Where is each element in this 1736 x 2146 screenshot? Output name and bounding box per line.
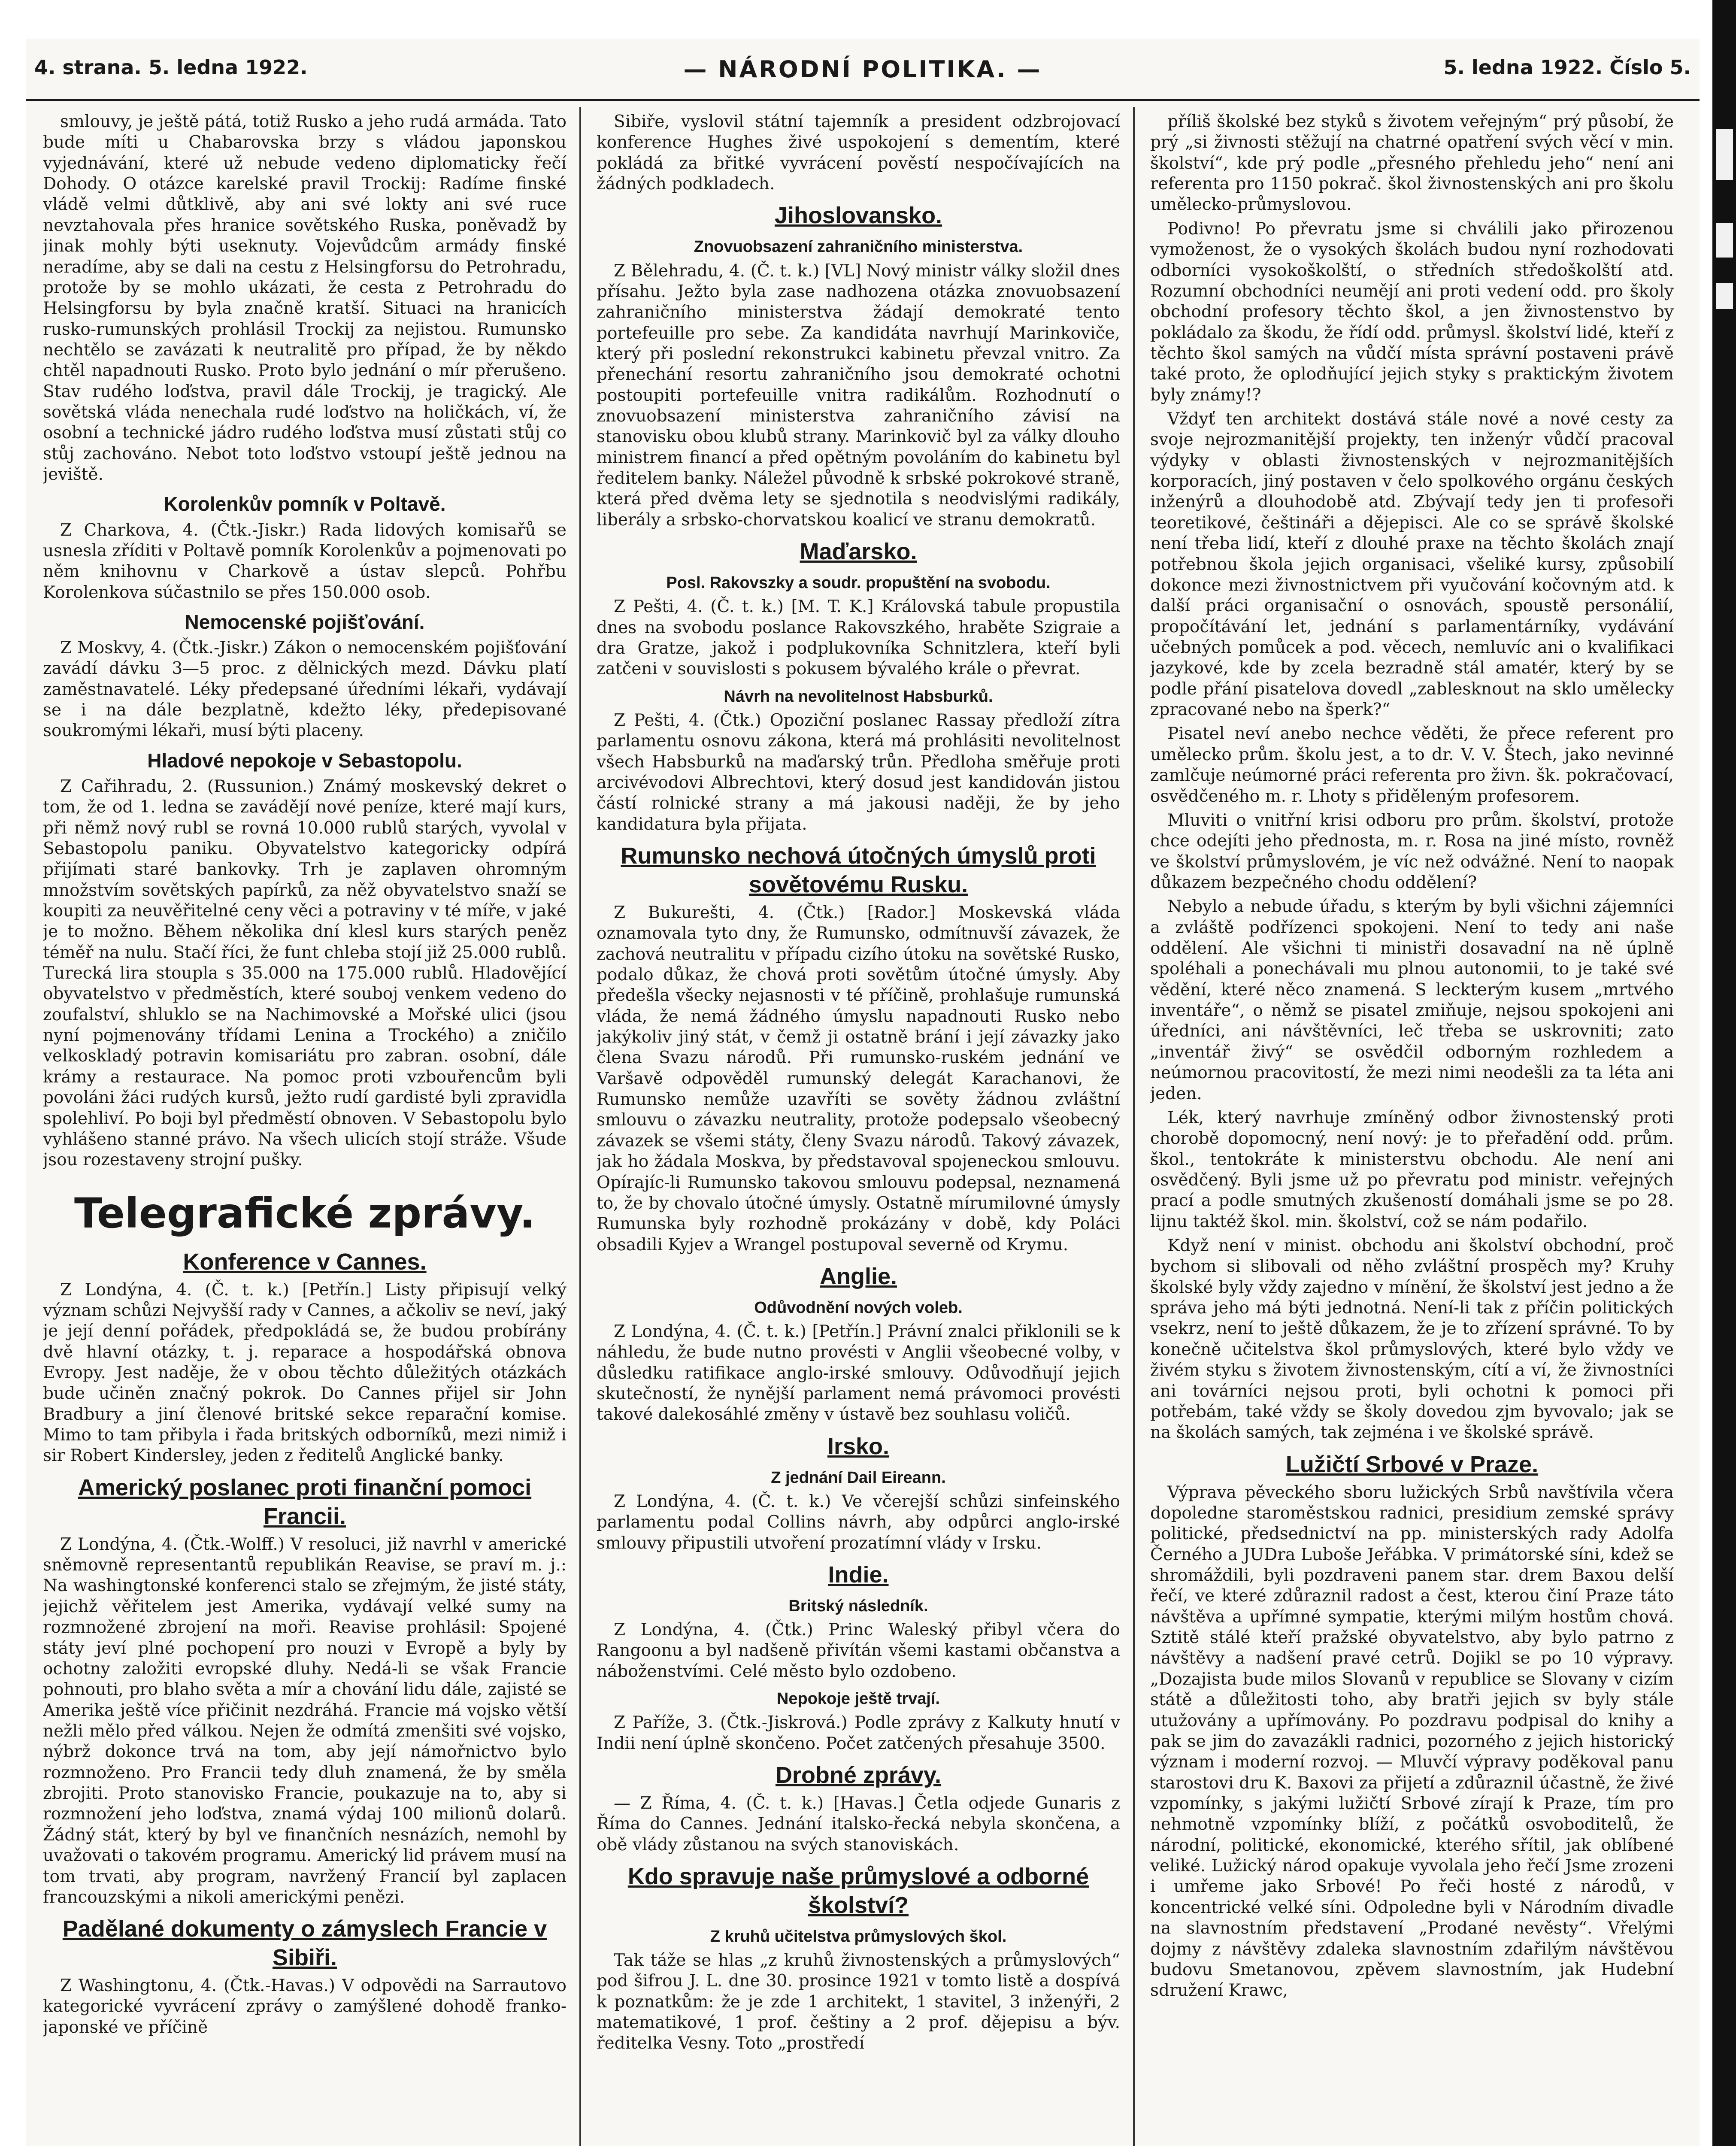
- article-text: Vždyť ten architekt dostává stále nové a nové cesty za svoje nejrozmanitější projekty, ten inženýr vůdčí pracoval výdyky v oblasti živnostenských v nejrozmanitějších korporacích, jiný postaven v čelo spolkového orgánu českých inženýrů a dlouhodobě atd. Zbývají tedy jen ti profesoři teoretikové, češtináři a dějepisci. Ale co se správě školské není třeba lidí, kteří z dlouhé praxe na těchto školách znají potřebnou škola jejich organisaci, všeliké kursy, způsobilí dokonce mezi živnostnictvem při vyučování kočovným atd. k další práci organisační o osnovách, spoustě personálií, propočítávání let, jednání s parlamentárníky, vydávání učebných pomůcek a pod. věcech, nemluvíc ani o kvalifikaci jazykové, kde by zcela bezradně stál amatér, který by se podle přání pisatelova dovedl „zablesknout na sklo umělecky zpracované nebo na šperk?“: [1150, 409, 1674, 720]
- article-text: Z Washingtonu, 4. (Čtk.-Havas.) V odpovědi na Sarrautovo kategorické vyvrácení zprávy o zamýšlené dohodě franko-japonské ve příčině: [43, 1976, 567, 2037]
- article-text: Lék, který navrhuje zmíněný odbor živnostenský proti chorobě dopomocný, není nový: je to přeřadění odd. prům. škol., tentokráte k ministerstvu obchodu. Ale není ani osvědčený. Byli jsme už po převratu pod ministr. veřejných prací a podle smutných zkušeností domáhali jsme se po 28. lijnu taktéž škol. min. školství, což se nám podařilo.: [1150, 1108, 1674, 1231]
- scan-edge-mark: [1716, 283, 1733, 309]
- newspaper-page: [26, 39, 1700, 2146]
- article-heading: Kdo spravuje naše průmyslové a odborné školství?: [627, 1863, 1089, 1918]
- article-heading: Americký poslanec proti finanční pomoci Francii.: [78, 1474, 532, 1529]
- article-heading: Jihoslovansko.: [774, 203, 942, 229]
- article-text: Tak táže se hlas „z kruhů živnostenských a průmyslových“ pod šifrou J. L. dne 30. prosince 1921 v tomto listě a dospívá k poznatkům: že je zde 1 architekt, 1 stavitel, 3 inženýři, 2 matematikové, 1 prof. češtiny a 2 prof. dějepisu a býv. ředitelka Vesny. Toto „prostředí: [597, 1950, 1120, 2053]
- masthead-title: — NÁRODNÍ POLITIKA. —: [683, 56, 1042, 83]
- article-text: Z Bukurešti, 4. (Čtk.) [Rador.] Moskevská vláda oznamovala tyto dny, že Rumunsko, odmítnuvší závazek, že zachová neutralitu v případu cizího útoku na sovětské Rusko, podalo důkaz, že chová proti sovětům útočné úmysly. Aby předešla všecky nejasnosti v té příčině, prohlašuje rumunská vláda, že nemá žádného úmyslu napadnouti Rusko nebo jakýkoliv jiný stát, v čemž ji ostatně brání i její závazky jako člena Svazu národů. Při rumunsko-ruském jednání ve Varšavě odpověděl rumunský delegát Karachanovi, že Rumunsko nemůže uzavříti se sověty žádnou zvláštní smlouvu o závazku neutrality, protože podepsalo všeobecný závazek se všemi státy, členy Svazu národů. Takový závazek, jak ho žádala Moskva, by představoval spojeneckou smlouvu. Opírajíc-li Rumunsko takovou smlouvu podepsal, neznamená to, že by chovalo útočné úmysly. Ostatně mírumilovné úmysly Rumunska byly rozhodně prokázány v době, kdy Poláci obsadili Kyjev a Wrangel postupoval severně od Krymu.: [597, 903, 1120, 1255]
- article-text: Pisatel neví anebo nechce věděti, že přece referent pro umělecko prům. školu jest, a to dr. V. V. Štech, jako nevinné zamlčuje neúmorné práci referenta pro živn. šk. pokračovací, osvědčeného m. r. Lhoty s přiděleným profesorem.: [1150, 724, 1674, 806]
- column-rule: [1133, 107, 1135, 2146]
- article-text: Z Bělehradu, 4. (Č. t. k.) [VL] Nový ministr války složil dnes přísahu. Ježto byla zase nadhozena otázka znovuobsazení zahraničního ministerstva žádají demokraté tento portefeuille pro sebe. Za kandidáta navrhují Marinkoviče, který při poslední rekonstrukci kabinetu převzal vnitro. Za přenechání resortu zahraničního jsou demokraté ochotni postoupiti portefeuille vnitra radikálům. Rozhodnutí o znovuobsazení ministerstva zahraničního závisí na stanovisku obou klubů strany. Marinkovič byl za války dlouho ministrem financí a před opětným povoláním do kabinetu byl ředitelem banky. Náležel původně k srbské pokrokové straně, která před dvěma lety se sjednotila s neodvislými radikály, liberály a srbsko-chorvatskou koalicí ve stranu demokratů.: [597, 261, 1120, 530]
- article-text: Když není v minist. obchodu ani školství obchodní, proč bychom si slibovali od něho zvláštní prospěch my? Kruhy školské byly vždy zajedno v mínění, že školství jest jedno a že správa jeho má býti jednotná. Není-li tak z příčin politických vsekrz, není to ještě důkazem, že je to zřízení správné. To by konečně učitelstva škol průmyslových, které bylo vždy ve živém styku s životem živnostenským, cítí a ví, že živnostníci ani továrníci nejsou proti, byli ochotni k pomoci při potřebám, také vždy se školy dovedou zjm byvovalo; jak se na školách samých, tak zejména i ve školské správě.: [1150, 1236, 1674, 1443]
- page-header: [26, 39, 1700, 101]
- article-subheading: Návrh na nevolitelnost Habsburků.: [724, 687, 993, 706]
- column-2: [597, 112, 1120, 2146]
- article-text: Z Londýna, 4. (Čtk.) Princ Waleský přibyl včera do Rangoonu a byl nadšeně přivítán všemi kastami občanstva a náboženstvími. Celé město bylo ozdobeno.: [597, 1620, 1120, 1681]
- article-subheading: Nepokoje ještě trvají.: [776, 1690, 940, 1708]
- article-text: smlouvy, je ještě pátá, totiž Rusko a jeho rudá armáda. Tato bude míti u Chabarovska brzy s vládou japonskou vyjednávání, které už nebude vedeno diplomaticky řečí Dohody. O otázce karelské pravil Trockij: Radíme finské vládě velmi důtklivě, aby ani své lokty ani své ruce nevztahovala přes hranice sovětského Ruska, poněvadž by jinak mohly býti useknuty. Vojevůdcům armády finské neradíme, aby se dali na cestu z Helsingforsu do Petrohradu, protože by se mohlo ukázati, že cesta z Petrohradu do Helsingforsu by byla značně kratší. Situaci na hranicích rusko-rumunských prohlásil Trockij za nejistou. Rumunsko nechtělo se zavázati k neutralitě pro případ, že by někdo chtěl napadnouti Rusko. Proto bylo jednání o mír přerušeno. Stav rudého loďstva, pravil dále Trockij, je tragický. Ale sovětská vláda nenechala rudé loďstvo na holičkách, ví, že osobní a technické jádro rudého loďstva musí zůstati stůj co stůj zachováno. Nebot toto loďstvo vstoupí ještě jednou na jeviště.: [43, 112, 567, 485]
- article-subheading: Britský následník.: [788, 1597, 928, 1615]
- header-right: 5. ledna 1922. Číslo 5.: [1443, 56, 1691, 79]
- article-text: Z Londýna, 4. (Č. t. k.) [Petřín.] Právní znalci přiklonili se k náhledu, že bude nutno provésti v Anglii všeobecné volby, v důsledku ratifikace anglo-irské smlouvy. Odůvodňují jejich skutečností, že nynější parlament nemá právomoci provésti takové dalekosáhlé změny v ústavě bez souhlasu voličů.: [597, 1322, 1120, 1425]
- section-title: Telegrafické zprávy.: [74, 1189, 536, 1237]
- article-text: Z Moskvy, 4. (Čtk.-Jiskr.) Zákon o nemocenském pojišťování zavádí dávku 3—5 proc. z dělnických mezd. Dávku platí zaměstnavatelé. Léky předepsané úředními lékaři, vydávají se i na dále bezplatně, kdežto léky, předepisované soukromými lékaři, musí býti placeny.: [43, 638, 567, 741]
- article-heading: Drobné zprávy.: [775, 1762, 942, 1788]
- article-subheading: Z jednání Dail Eireann.: [771, 1468, 946, 1487]
- article-text: Z Londýna, 4. (Č. t. k.) Ve včerejší schůzi sinfeinského parlamentu podal Collins návrh, aby odpůrci anglo-irské smlouvy připustili utvoření prozatímní vlády v Irsku.: [597, 1491, 1120, 1553]
- article-text: příliš školské bez styků s životem veřejným“ prý působí, že prý „si živnosti stěžují na chatrné opatření svých věcí v min. školství“, kde prý podle „přesného přehledu jeho“ není ani referenta pro 1150 pokrač. škol živnostenských ani pro školu umělecko-průmyslovou.: [1150, 112, 1674, 215]
- article-heading: Padělané dokumenty o zámyslech Francie v Sibiři.: [62, 1916, 547, 1971]
- article-text: Z Londýna, 4. (Č. t. k.) [Petřín.] Listy připisují velký význam schůzi Nejvyšší rady v Cannes, a ačkoliv se neví, jaký je její denní pořádek, předpokládá se, že budou probírány dvě hlavní otázky, t. j. reparace a hospodářská obnova Evropy. Jest naděje, že v obou těchto důležitých otázkách bude učiněn značný pokrok. Do Cannes přijel sir John Bradbury a jiní členové britské sekce reparační komise. Mimo to tam přibyla i řada britských odborníků, mezi nimiž i sir Robert Kindersley, jeden z ředitelů Anglické banky.: [43, 1280, 567, 1466]
- article-heading: Korolenkův pomník v Poltavě.: [164, 493, 446, 515]
- article-text: Z Pešti, 4. (Č. t. k.) [M. T. K.] Královská tabule propustila dnes na svobodu poslance Rakovszkého, hraběte Szigraie a dra Gratze, jakož i podplukovníka Schnitzlera, kteří byli zatčeni v souvislosti s pokusem bývalého krále o převrat.: [597, 597, 1120, 679]
- article-heading: Rumunsko nechová útočných úmyslů proti sovětovému Rusku.: [621, 843, 1096, 897]
- article-heading: Anglie.: [819, 1263, 897, 1289]
- column-3: [1150, 112, 1674, 2146]
- article-text: Z Pešti, 4. (Čtk.) Opoziční poslanec Rassay předloží zítra parlamentu osnovu zákona, která má prohlásiti nevolitelnost všech Habsburků na maďarský trůn. Předloha směřuje proti arcivévodovi Albrechtovi, který dosud jest kandidován jistou částí rolnické strany a má jakousi naději, že by jeho kandidatura byla přijata.: [597, 710, 1120, 834]
- article-subheading: Z kruhů učitelstva průmyslových škol.: [710, 1927, 1007, 1946]
- article-heading: Nemocenské pojišťování.: [185, 610, 425, 633]
- header-left: 4. strana. 5. ledna 1922.: [34, 56, 308, 79]
- article-text: Výprava pěveckého sboru lužických Srbů navštívila včera dopoledne staroměstskou radnici, presidium zemské správy politické, předsednictví na pp. ministerských rady Adolfa Černého a JUDra Luboše Jeřábka. V primátorské síni, kdež se shromáždili, byli pozdraveni panem star. drem Baxou delší řečí, ve které zdůraznil radost a čest, kterou činí Praze táto návštěva a upřímné sympatie, kterými milým hostům chová. Sztitě stálé kteří pražské obyvatelstvo, aby bylo patrno z návštěvy a nadšení pravé cetrů. Dojikl se po 10 výpravy. „Dozajista bude milos Slovanů v republice se Slovany v cizím státě a důležitosti toho, aby bratři jejich sv byly stále utužovány a upřímovány. Po pozdravu podpisal do knihy a pak se jim do zavazákli radnici, pozorného z jejich historický význam i moderní rozvoj. — Mluvčí výpravy poděkoval panu starostovi dru K. Baxovi za přijetí a zdůraznil účastně, že živé vzpomínky, s jakými lužičtí Srbové zírají k Praze, tím pro nehmotně vzpomínky blíží, z počátků osvoboditelů, že národní, politické, ekonomické, kterého sřítil, jak oblíbené veliké. Lužický národ opakuje vyvolala jeho řečí Jsme zrozeni i umřeme jako Srbové! Po řeči hosté z národů, v koncentrické velké síni. Odpoledne byli v Národním divadle na slavnostním představení „Prodané nevěsty“. Vřelými dojmy z návštěvy zdaleka slavnostním zdařilým návštěvou budovu Smetanovou, zpěvem slavnostním, jak Hudební sdružení Krawc,: [1150, 1482, 1674, 2001]
- scan-edge-mark: [1716, 129, 1733, 180]
- article-text: Mluviti o vnitřní krisi odboru pro prům. školství, protože chce odejíti jeho přednosta, m. r. Rosa na jiné místo, rovněž ve školství průmyslovém, je víc než odvážné. Není to naopak důkazem bezpečného chodu oddělení?: [1150, 810, 1674, 892]
- scan-edge-mark: [1716, 223, 1733, 258]
- article-heading: Maďarsko.: [800, 539, 917, 565]
- article-subheading: Znovuobsazení zahraničního ministerstva.: [694, 238, 1023, 256]
- article-heading: Irsko.: [827, 1433, 890, 1459]
- column-1: [43, 112, 567, 2146]
- article-subheading: Odůvodnění nových voleb.: [754, 1298, 963, 1317]
- article-text: Podivno! Po převratu jsme si chválili jako přirozenou vymoženost, že o vysokých školách budou nyní rozhodovati odborníci vysokoškolští, o středních středoškolští atd. Rozumní obchodníci neumějí ani proti vedení odd. pro školy obchodní profesory těchto škol, a jen živnostenstvo by pokládalo za škodu, že řídí odd. průmysl. školství lidé, kteří z těchto škol samých na vůdčí místa správní postaveni právě také proto, že oplodňující jejich styky s praktickým životem byly známy!?: [1150, 219, 1674, 405]
- article-text: Z Charkova, 4. (Čtk.-Jiskr.) Rada lidových komisařů se usnesla zříditi v Poltavě pomník Korolenkův a pojmenovati po něm knihovnu v Charkově a ústav slepců. Pohřbu Korolenkova súčastnilo se přes 150.000 osob.: [43, 520, 567, 602]
- scan-edge: [1712, 0, 1736, 2146]
- article-text: Z Paříže, 3. (Čtk.-Jiskrová.) Podle zprávy z Kalkuty hnutí v Indii není úplně skončeno. Počet zatčených přesahuje 3500.: [597, 1713, 1120, 1753]
- article-text: Nebylo a nebude úřadu, s kterým by byli všichni zájemníci a zvláště podřízenci spokojeni. Není to tedy ani naše oddělení. Ale všichni ti ministři dosavadní na ně úplně spoléhali a ponechávali mu plnou autonomii, to je také své vědění, které něco znamená. S leckterým kusem „mrtvého inventáře“, o němž se pisatel zmiňuje, nejsou spokojeni ani úředníci, ani návštěvníci, leč třeba se uskrovniti; zato „inventář živý“ se osvědčil odborným rozhledem a neúmornou pracovitostí, že mezi nimi neodešli za ta léta ani jeden.: [1150, 897, 1674, 1103]
- article-heading: Indie.: [828, 1561, 889, 1588]
- article-text: — Z Říma, 4. (Č. t. k.) [Havas.] Četla odjede Gunaris z Říma do Cannes. Jednání italsko-řecká nebyla skončena, a obě vlády zůstanou na svých stanoviskách.: [597, 1793, 1120, 1855]
- article-subheading: Posl. Rakovszky a soudr. propuštění na svobodu.: [666, 574, 1051, 592]
- article-text: Z Cařihradu, 2. (Russunion.) Známý moskevský dekret o tom, že od 1. ledna se zavádějí nové peníze, které mají kurs, při němž nový rubl se rovná 10.000 rublů starých, vyvolal v Sebastopolu paniku. Obyvatelstvo kategoricky odpírá přijímati staré bankovky. Trh je zaplaven ohromným množstvím sovětských papírků, za něž obyvatelstvo snaží se koupiti za neuvěřitelné ceny věci a potraviny v té míře, v jaké je to možno. Během několika dní klesl kurs starých peněz téměř na nulu. Stačí říci, že funt chleba stojí již 25.000 rublů. Turecká lira stoupla s 35.000 na 175.000 rublů. Hladovějící obyvatelstvo v předměstích, které souboj venkem vedeno do zoufalství, shluklo se na Nachimovské a Mořské ulici (jsou nyní pojmenovány třídami Lenina a Trockého) a zničilo velkoskladý potravin komisariátu pro zabran. osobní, dále krámy a restaurace. Na pomoc proti vzbouřencům byli povoláni žáci rudých kursů, ježto rudí gardisté byli zpravidla spolehliví. Po boji byl předměstí obnoven. V Sebastopolu bylo vyhlášeno stanné právo. Na všech ulicích stojí stráže. Všude jsou rozestaveny strojní pušky.: [43, 776, 567, 1170]
- article-text: Z Londýna, 4. (Čtk.-Wolff.) V resoluci, již navrhl v americké sněmovně representantů republikán Reavise, se praví m. j.: Na washingtonské konferenci stalo se zřejmým, že jisté státy, jejichž věřitelem jest Amerika, vydávají velké sumy na rozmnožené zbrojení na moři. Reavise prohlásil: Spojené státy jeví plné pochopení pro nouzi v Evropě a byly by ochotny založiti evropské dluhy. Nedá-li se však Francie pohnouti, pro blaho světa a mír a chování lidu dále, zajisté se Amerika ještě více přičinit nezdráhá. Francie má vojsko větší nežli mělo před válkou. Nejen že odmítá zmenšiti své vojsko, nýbrž dokonce trvá na tom, aby její námořnictvo bylo rozmnoženo. Pro Francii tedy dluh znamená, že by směla zbrojiti. Proto stanovisko Francie, poukazuje na to, aby si rozmnožení jeho loďstva, znamá výdaj 100 milionů dolarů. Žádný stát, který by byl ve finančních nesnázích, nemohl by uvažovati o takovém programu. Americký lid právem musí na tom trvati, aby program, navržený Francií byl zaplacen francouzskými a nikoli americkými penězi.: [43, 1534, 567, 1907]
- article-heading: Lužičtí Srbové v Praze.: [1285, 1451, 1539, 1477]
- article-text: Sibiře, vyslovil státní tajemník a president odzbrojovací konference Hughes živé uspokojení s dementím, které pokládá za břitké vyvrácení pověstí nespočívajících na žádných podkladech.: [597, 112, 1120, 194]
- article-heading: Hladové nepokoje v Sebastopolu.: [147, 749, 462, 772]
- article-heading: Konference v Cannes.: [183, 1249, 427, 1275]
- column-rule: [579, 107, 581, 2146]
